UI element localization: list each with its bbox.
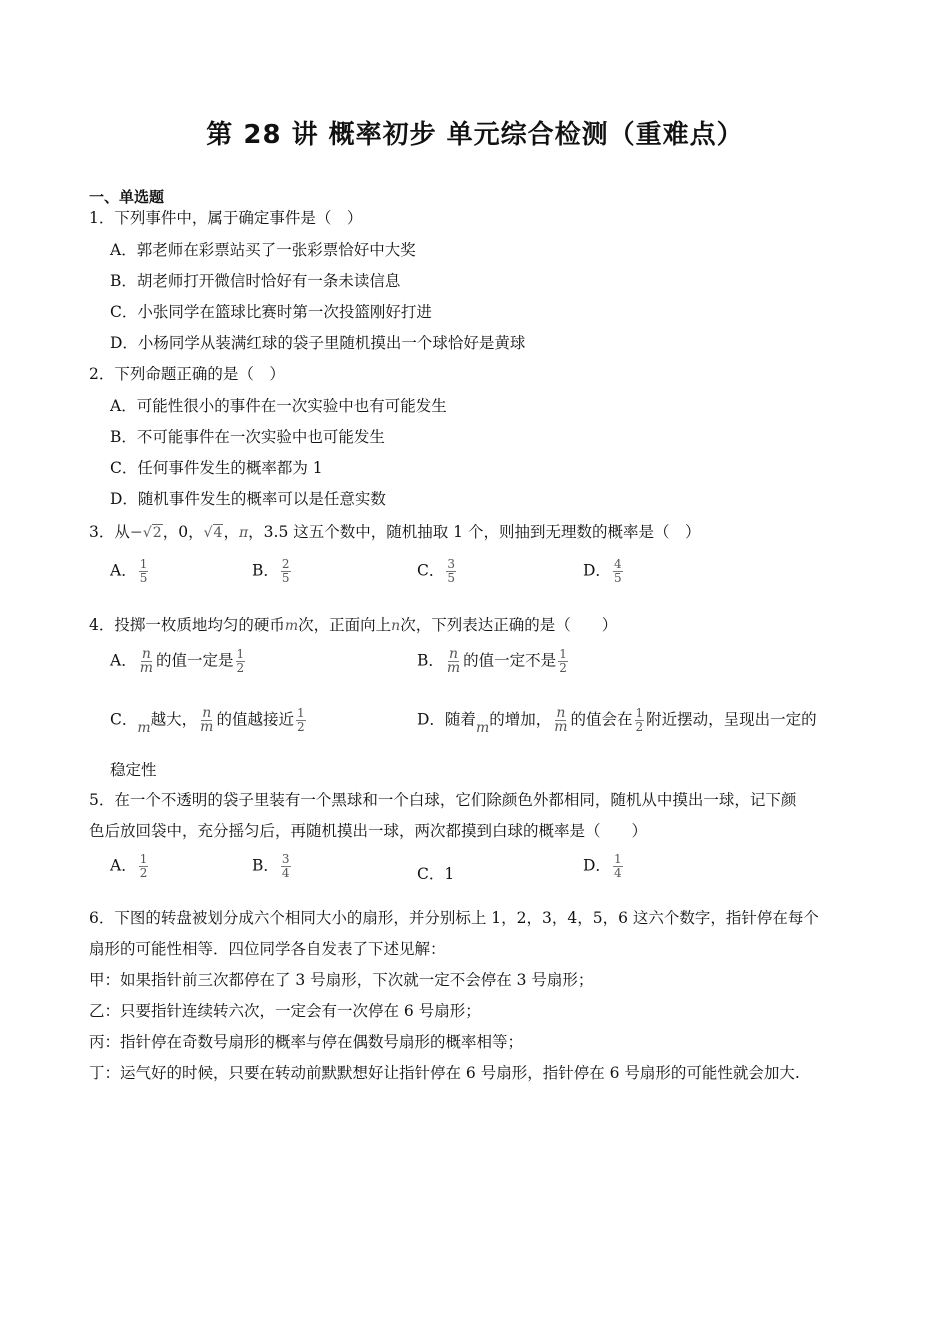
question-3-option-b: B． $\frac{2}{5}$	[252, 557, 290, 585]
question-3-option-a: A． $\frac{1}{5}$	[110, 557, 148, 585]
question-6-stem-line-2: 扇形的可能性相等．四位同学各自发表了下述见解：	[89, 940, 446, 958]
opinion-ding: 丁：运气好的时候，只要在转动前默默想好让指针停在 6 号扇形，指针停在 6 号扇形的可能性就会加大.	[89, 1064, 800, 1082]
question-6-stem-line-1: 6．下图的转盘被划分成六个相同大小的扇形，并分别标上 1，2，3，4，5，6 这六个数字，指针停在每个	[89, 909, 819, 927]
question-5-option-a: A． $\frac{1}{2}$	[110, 852, 148, 880]
question-2-option-c: C．任何事件发生的概率都为 1	[110, 459, 323, 477]
question-1-option-c: C．小张同学在篮球比赛时第一次投篮刚好打进	[110, 303, 432, 321]
question-4-option-a: A． $\frac{n}{m}$ 的值一定是 $\frac{1}{2}$	[110, 646, 245, 676]
question-2-option-d: D．随机事件发生的概率可以是任意实数	[110, 490, 386, 508]
question-1-option-d: D．小杨同学从装满红球的袋子里随机摸出一个球恰好是黄球	[110, 334, 526, 352]
question-4-option-d-continued: 稳定性	[110, 761, 157, 779]
opinion-jia: 甲：如果指针前三次都停在了 3 号扇形，下次就一定不会停在 3 号扇形；	[89, 971, 594, 989]
question-5-option-c: C．1	[417, 865, 455, 883]
question-2-option-b: B．不可能事件在一次实验中也可能发生	[110, 428, 385, 446]
question-3-stem: 3．从−√2，0，√4，π，3.5 这五个数中，随机抽取 1 个，则抽到无理数的概率是（ ）	[89, 523, 701, 541]
question-4-option-b: B． $\frac{n}{m}$ 的值一定不是 $\frac{1}{2}$	[417, 646, 567, 676]
question-4-option-c: C．m越大， $\frac{n}{m}$ 的值越接近 $\frac{1}{2}$	[110, 705, 305, 736]
question-1-option-a: A．郭老师在彩票站买了一张彩票恰好中大奖	[110, 241, 416, 259]
question-4-option-d: D．随着m的增加， $\frac{n}{m}$ 的值会在 $\frac{1}{2}$ 附近摆动，呈现出一定的	[417, 705, 817, 736]
question-5-option-d: D． $\frac{1}{4}$	[583, 852, 622, 880]
page-title: 第 28 讲 概率初步 单元综合检测（重难点）	[206, 120, 744, 150]
question-4-stem: 4．投掷一枚质地均匀的硬币m次，正面向上n次，下列表达正确的是（ ）	[89, 616, 618, 634]
section-heading: 一、单选题	[89, 188, 165, 206]
question-1-stem: 1．下列事件中，属于确定事件是（ ）	[89, 209, 363, 227]
question-2-option-a: A．可能性很小的事件在一次实验中也有可能发生	[110, 397, 447, 415]
question-5-stem-line-2: 色后放回袋中，充分摇匀后，再随机摸出一球，两次都摸到白球的概率是（ ）	[89, 822, 648, 840]
question-2-stem: 2．下列命题正确的是（ ）	[89, 365, 285, 383]
opinion-yi: 乙：只要指针连续转六次，一定会有一次停在 6 号扇形；	[89, 1002, 481, 1020]
opinion-bing: 丙：指针停在奇数号扇形的概率与停在偶数号扇形的概率相等；	[89, 1033, 524, 1051]
question-5-stem-line-1: 5．在一个不透明的袋子里装有一个黑球和一个白球，它们除颜色外都相同，随机从中摸出一球，记下颜	[89, 791, 797, 809]
question-3-option-c: C． $\frac{3}{5}$	[417, 557, 456, 585]
question-1-option-b: B．胡老师打开微信时恰好有一条未读信息	[110, 272, 401, 290]
question-3-option-d: D． $\frac{4}{5}$	[583, 557, 622, 585]
question-5-option-b: B． $\frac{3}{4}$	[252, 852, 290, 880]
